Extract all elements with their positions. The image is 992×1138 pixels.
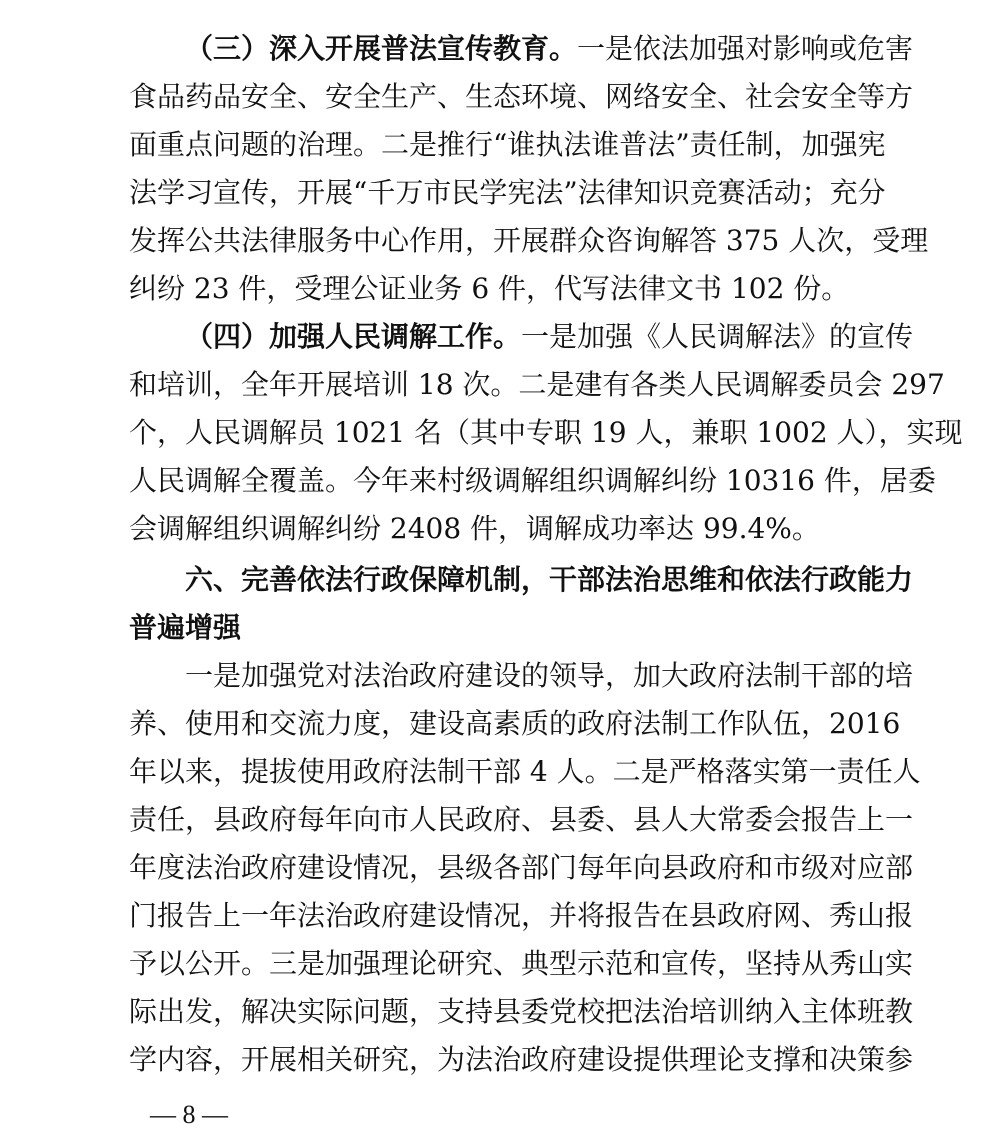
- paragraph-line: 法学习宣传，开展“千万市民学宪法”法律知识竞赛活动；充分: [129, 176, 886, 209]
- section-title: 六、完善依法行政保障机制，干部法治思维和依法行政能力: [185, 563, 914, 596]
- paragraph-line: 际出发，解决实际问题，支持县委党校把法治培训纳入主体班教: [129, 995, 914, 1028]
- paragraph-line: 会调解组织调解纠纷 2408 件，调解成功率达 99.4%。: [129, 512, 820, 545]
- paragraph-text: 一是依法加强对影响或危害: [577, 32, 914, 65]
- paragraph-line: 人民调解全覆盖。今年来村级调解组织调解纠纷 10316 件，居委: [129, 464, 936, 497]
- paragraph-line: 食品药品安全、安全生产、生态环境、网络安全、社会安全等方: [129, 80, 914, 113]
- paragraph-line: 年度法治政府建设情况，县级各部门每年向县政府和市级对应部: [129, 851, 914, 884]
- section-heading: （四）加强人民调解工作。: [185, 320, 522, 353]
- page-number: — 8 —: [150, 1100, 228, 1129]
- paragraph-line: 年以来，提拔使用政府法制干部 4 人。二是严格落实第一责任人: [129, 755, 921, 788]
- paragraph-line: [185, 32, 914, 66]
- paragraph-line: 面重点问题的治理。二是推行“谁执法谁普法”责任制，加强宪: [129, 128, 886, 161]
- paragraph-line: 和培训，全年开展培训 18 次。二是建有各类人民调解委员会 297: [129, 368, 945, 401]
- paragraph-line: 个，人民调解员 1021 名（其中专职 19 人，兼职 1002 人），实现: [129, 416, 963, 449]
- paragraph-line: [185, 320, 914, 354]
- paragraph-text: 一是加强《人民调解法》的宣传: [521, 320, 914, 353]
- section-title: 普遍增强: [129, 611, 242, 644]
- paragraph-line: 门报告上一年法治政府建设情况，并将报告在县政府网、秀山报: [129, 899, 914, 932]
- paragraph-line: 予以公开。三是加强理论研究、典型示范和宣传，坚持从秀山实: [129, 947, 914, 980]
- paragraph-line: 发挥公共法律服务中心作用，开展群众咨询解答 375 人次，受理: [129, 224, 929, 257]
- paragraph-line: 养、使用和交流力度，建设高素质的政府法制工作队伍，2016: [129, 707, 901, 740]
- paragraph-line: 学内容，开展相关研究，为法治政府建设提供理论支撑和决策参: [129, 1043, 914, 1076]
- section-heading: （三）深入开展普法宣传教育。: [185, 32, 578, 65]
- paragraph-line: 一是加强党对法治政府建设的领导，加大政府法制干部的培: [185, 659, 914, 692]
- paragraph-line: 纠纷 23 件，受理公证业务 6 件，代写法律文书 102 份。: [129, 272, 850, 305]
- paragraph-line: 责任，县政府每年向市人民政府、县委、县人大常委会报告上一: [129, 803, 914, 836]
